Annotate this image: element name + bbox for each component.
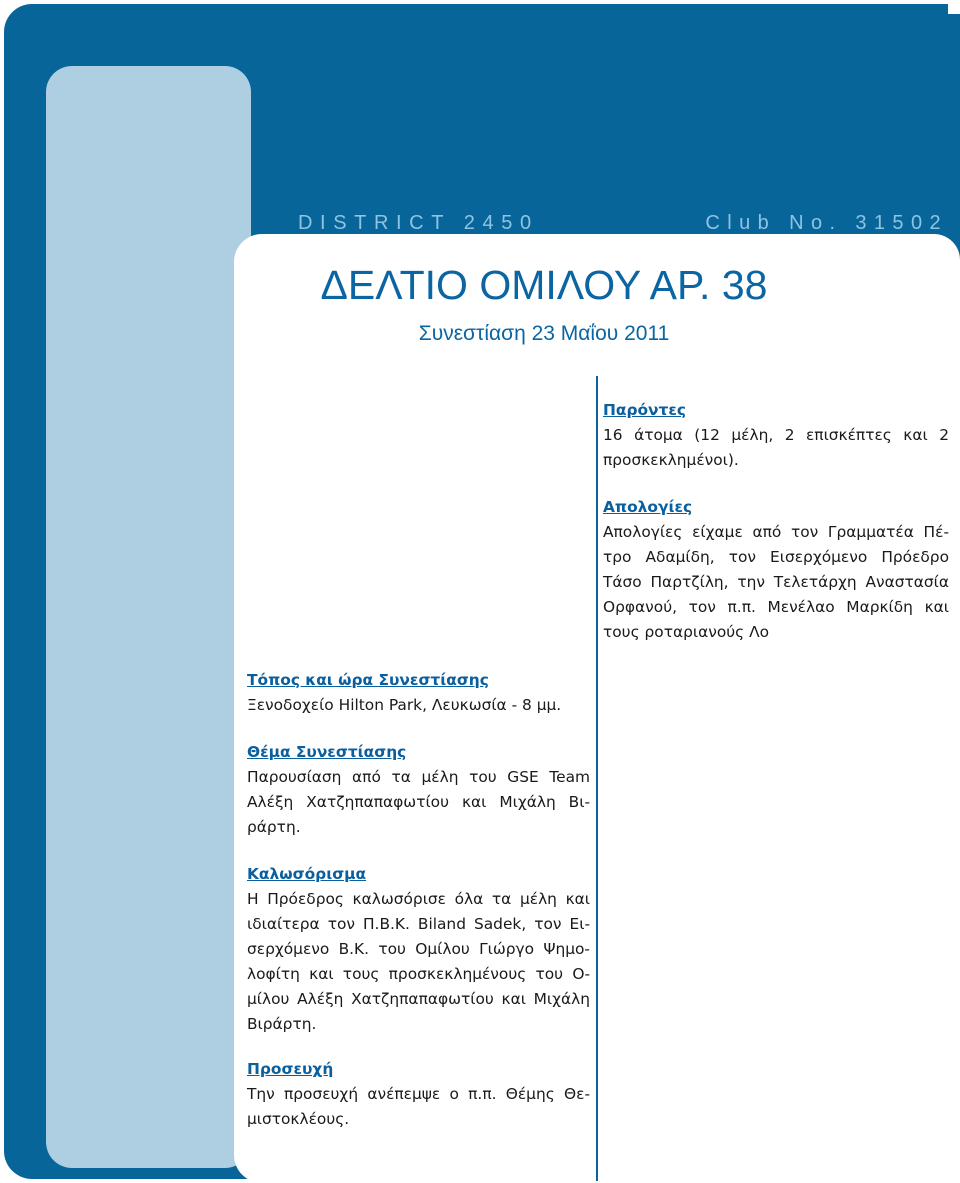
section-heading: Απολογίες (603, 498, 693, 516)
section-text: Παρουσίαση από τα μέλη του GSE Team Αλέξη Χατζηπαπαφωτίου και Μιχάλη Βι-ράρτη. (247, 768, 590, 836)
section-welcome (247, 862, 590, 1037)
section-apologies (603, 495, 949, 645)
section-text: Απολογίες είχαμε από τον Γραμματέα Πέ-τρο Αδαμίδη, τον Εισερχόμενο Πρόεδρο Τάσο Παρτζίλη, την Τελετάρχη Αναστασία Ορφανού, τον π.π. Μενέλαο Μαρκίδη και τους ροταριανούς Λο (603, 523, 949, 641)
bulletin-subtitle: Συνεστίαση 23 Μαΐου 2011 (418, 322, 670, 345)
section-text: Η Πρόεδρος καλωσόρισε όλα τα μέλη και ιδιαίτερα τον Π.Β.Κ. Biland Sadek, τον Ει-σερχόμενο Β.Κ. του Ομίλου Γιώργο Ψημο-λοφίτη και τους προσκεκλημένους του Ο-μίλου Αλέξη Χατζηπαπαφωτίου και Μιχάλη Βιράρτη. (247, 890, 590, 1033)
side-panel (46, 66, 251, 1168)
bulletin-title: ΔΕΛΤΙΟ ΟΜΙΛΟΥ ΑΡ. 38 (320, 262, 768, 308)
section-venue (247, 668, 590, 718)
club-number: Club No. 31502 (705, 212, 948, 234)
section-heading: Θέμα Συνεστίασης (247, 743, 407, 761)
section-topic (247, 740, 590, 840)
section-text: 16 άτομα (12 μέλη, 2 επισκέπτες και 2 προσκεκλημένοι). (603, 426, 949, 469)
section-heading: Προσευχή (247, 1060, 334, 1078)
section-heading: Καλωσόρισμα (247, 865, 367, 883)
section-heading: Παρόντες (603, 401, 687, 419)
section-prayer (247, 1057, 590, 1132)
section-text: Ξενοδοχείο Hilton Park, Λευκωσία - 8 μμ. (247, 696, 562, 714)
column-divider (596, 376, 598, 1181)
section-attendance (603, 398, 949, 473)
section-text: Την προσευχή ανέπεμψε ο π.π. Θέμης Θε-μιστοκλέους. (247, 1085, 590, 1128)
district-label: DISTRICT 2450 (298, 212, 539, 234)
section-heading: Τόπος και ώρα Συνεστίασης (247, 671, 489, 689)
corner-notch (948, 0, 960, 14)
